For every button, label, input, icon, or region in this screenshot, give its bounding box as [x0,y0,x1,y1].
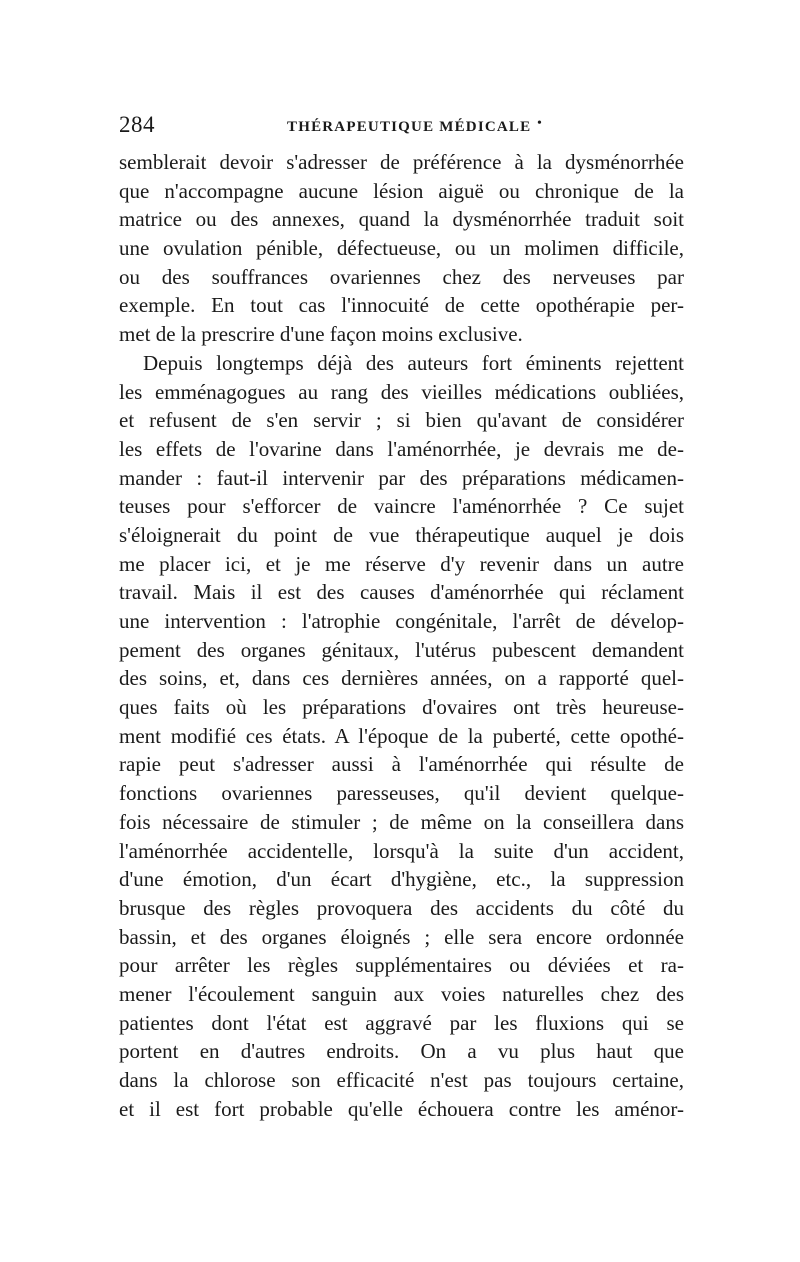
text-line: ment modifié ces états. A l'époque de la puberté, cette opothé- [119,723,684,748]
text-line: et refusent de s'en servir ; si bien qu'avant de considérer [119,408,684,433]
text-line: me placer ici, et je me réserve d'y revenir dans un autre [119,551,684,576]
text-line: et il est fort probable qu'elle échouera contre les aménor- [119,1096,684,1121]
text-line: une ovulation pénible, défectueuse, ou un molimen difficile, [119,236,684,261]
text-line: fois nécessaire de stimuler ; de même on la conseillera dans [119,809,684,834]
body-text [119,148,684,1123]
text-line: brusque des règles provoquera des accidents du côté du [119,895,684,920]
text-line: ou des souffrances ovariennes chez des nerveuses par [119,264,684,289]
text-line: fonctions ovariennes paresseuses, qu'il devient quelque- [119,781,684,806]
text-line: mener l'écoulement sanguin aux voies naturelles chez des [119,981,684,1006]
running-head: THÉRAPEUTIQUE MÉDICALE [287,119,532,135]
text-line: s'éloignerait du point de vue thérapeutique auquel je dois [119,522,684,547]
text-line: dans la chlorose son efficacité n'est pas toujours certaine, [119,1068,684,1092]
text-line: pement des organes génitaux, l'utérus pubescent demandent [119,637,684,662]
text-line: d'une émotion, d'un écart d'hygiène, etc., la suppression [119,867,684,892]
text-line: pour arrêter les règles supplémentaires ou déviées et ra- [119,953,684,978]
text-line: des soins, et, dans ces dernières années, on a rapporté quel- [119,666,684,691]
text-line: mander : faut-il intervenir par des préparations médicamen- [119,465,684,490]
text-line: les effets de l'ovarine dans l'aménorrhée, je devrais me de- [119,436,684,461]
text-line: les emménagogues au rang des vieilles médications oubliées, [119,379,684,404]
text-line: l'aménorrhée accidentelle, lorsqu'à la suite d'un accident, [119,838,684,863]
text-line: met de la prescrire d'une façon moins exclusive. [119,322,523,347]
text-line: bassin, et des organes éloignés ; elle sera encore ordonnée [119,924,684,949]
page-header [119,112,684,142]
text-line: portent en d'autres endroits. On a vu plus haut que [119,1039,684,1064]
page-number: 284 [119,112,155,137]
text-line: teuses pour s'efforcer de vaincre l'aménorrhée ? Ce sujet [119,494,684,519]
text-line: matrice ou des annexes, quand la dysménorrhée traduit soit [119,207,684,232]
text-line: travail. Mais il est des causes d'aménorrhée qui réclament [119,580,684,605]
paragraph-1 [119,148,684,349]
text-line: patientes dont l'état est aggravé par les fluxions qui se [119,1010,684,1035]
text-line: semblerait devoir s'adresser de préférence à la dysménorrhée [119,150,684,174]
text-line: exemple. En tout cas l'innocuité de cette opothérapie per- [119,293,684,318]
text-line: Depuis longtemps déjà des auteurs fort éminents rejettent [143,350,684,375]
text-line: ques faits où les préparations d'ovaires ont très heureuse- [119,695,684,720]
running-head-mark: • [537,116,542,131]
paragraph-2 [119,349,684,1124]
text-line: rapie peut s'adresser aussi à l'aménorrhée qui résulte de [119,752,684,777]
text-line: une intervention : l'atrophie congénitale, l'arrêt de dévelop- [119,609,684,633]
text-line: que n'accompagne aucune lésion aiguë ou chronique de la [119,178,684,203]
